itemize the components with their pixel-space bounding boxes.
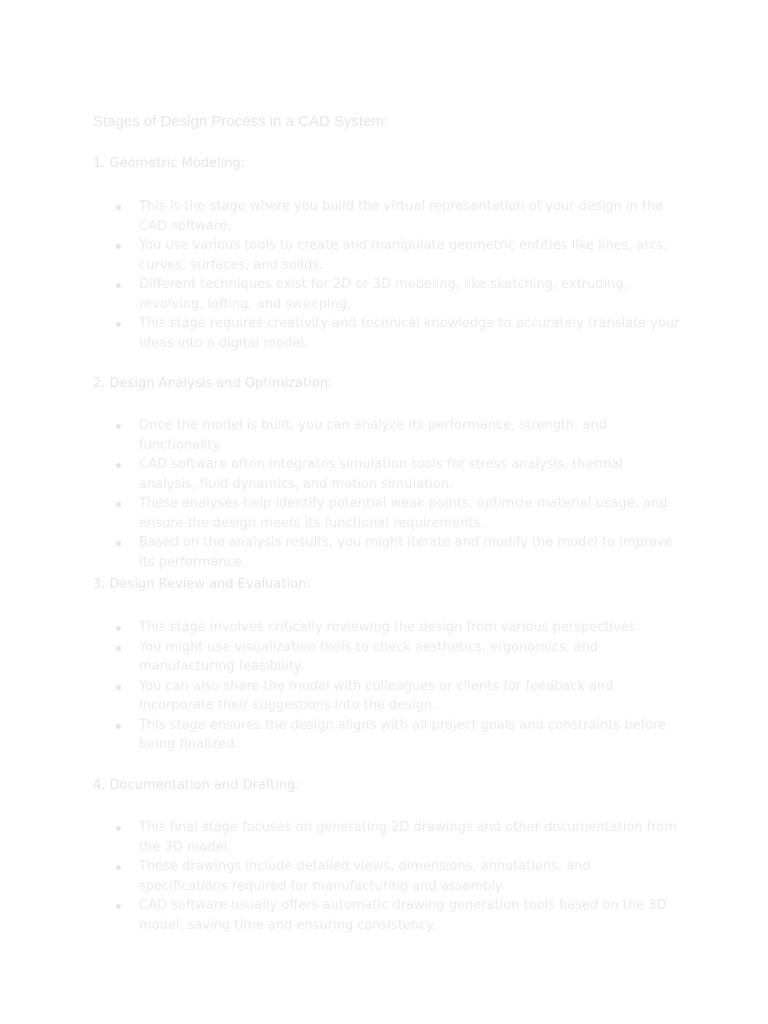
document-title: Stages of Design Process in a CAD System: (93, 113, 389, 130)
list-item (93, 455, 683, 494)
list-item (93, 533, 683, 572)
list-item-text: This stage ensures the design aligns with all project goals and constraints before being finalized. (139, 717, 667, 752)
list-item-text: This stage requires creativity and technical knowledge to accurately translate your ideas into a digital model. (139, 316, 680, 351)
bullet-icon (116, 244, 121, 249)
section-heading-geometric-modeling: 1. Geometric Modeling: (93, 156, 246, 171)
bullet-icon (116, 865, 121, 870)
list-item-text: Once the model is built, you can analyze its performance, strength, and functionality. (139, 418, 607, 453)
list-item-text: This final stage focuses on generating 2D drawings and other documentation from the 3D model. (139, 820, 677, 855)
bullet-icon (116, 646, 121, 651)
bullet-icon (116, 283, 121, 288)
bullet-icon (116, 463, 121, 468)
bullet-icon (116, 904, 121, 909)
list-item-text: This stage involves critically reviewing the design from various perspectives. (139, 620, 640, 635)
bullet-list-documentation (93, 818, 683, 935)
bullet-icon (116, 685, 121, 690)
bullet-icon (116, 826, 121, 831)
list-item-text: These drawings include detailed views, dimensions, annotations, and specifications required for manufacturing and assembly. (139, 859, 591, 894)
list-item-text: Different techniques exist for 2D or 3D modeling, like sketching, extruding, revolving, lofting, and sweeping. (139, 277, 628, 312)
list-item-text: You use various tools to create and manipulate geometric entities like lines, arcs, curves, surfaces, and solids. (139, 238, 668, 273)
list-item (93, 314, 683, 353)
bullet-icon (116, 541, 121, 546)
list-item (93, 638, 683, 677)
list-item (93, 818, 683, 857)
bullet-icon (116, 424, 121, 429)
list-item-text: You might use visualization tools to check aesthetics, ergonomics, and manufacturing feasibility. (139, 639, 599, 674)
bullet-icon (116, 724, 121, 729)
list-item-text: CAD software often integrates simulation tools for stress analysis, thermal analysis, fluid dynamics, and motion simulation. (139, 457, 623, 492)
list-item-text: CAD software usually offers automatic drawing generation tools based on the 3D model, saving time and ensuring consistency. (139, 898, 667, 933)
list-item-text: You can also share the model with colleagues or clients for feedback and incorporate their suggestions into the design. (139, 678, 614, 713)
list-item (93, 197, 683, 236)
list-item (93, 236, 683, 275)
bullet-list-geometric-modeling (93, 197, 683, 353)
list-item (93, 618, 683, 638)
bullet-list-design-analysis (93, 416, 683, 572)
bullet-list-design-review (93, 618, 683, 755)
list-item (93, 416, 683, 455)
list-item (93, 275, 683, 314)
bullet-icon (116, 502, 121, 507)
list-item (93, 677, 683, 716)
bullet-icon (116, 205, 121, 210)
list-item (93, 716, 683, 755)
section-heading-design-review: 3. Design Review and Evaluation: (93, 577, 311, 592)
list-item-text: These analyses help identify potential weak points, optimize material usage, and ensure the design meets its functional requirements. (139, 496, 668, 531)
list-item (93, 494, 683, 533)
list-item-text: Based on the analysis results, you might iterate and modify the model to improve its performance. (139, 535, 673, 570)
bullet-icon (116, 322, 121, 327)
section-heading-documentation: 4. Documentation and Drafting: (93, 778, 300, 793)
bullet-icon (116, 626, 121, 631)
list-item (93, 857, 683, 896)
list-item-text: This is the stage where you build the virtual representation of your design in the CAD software. (139, 199, 664, 234)
section-heading-design-analysis: 2. Design Analysis and Optimization: (93, 376, 333, 391)
list-item (93, 896, 683, 935)
